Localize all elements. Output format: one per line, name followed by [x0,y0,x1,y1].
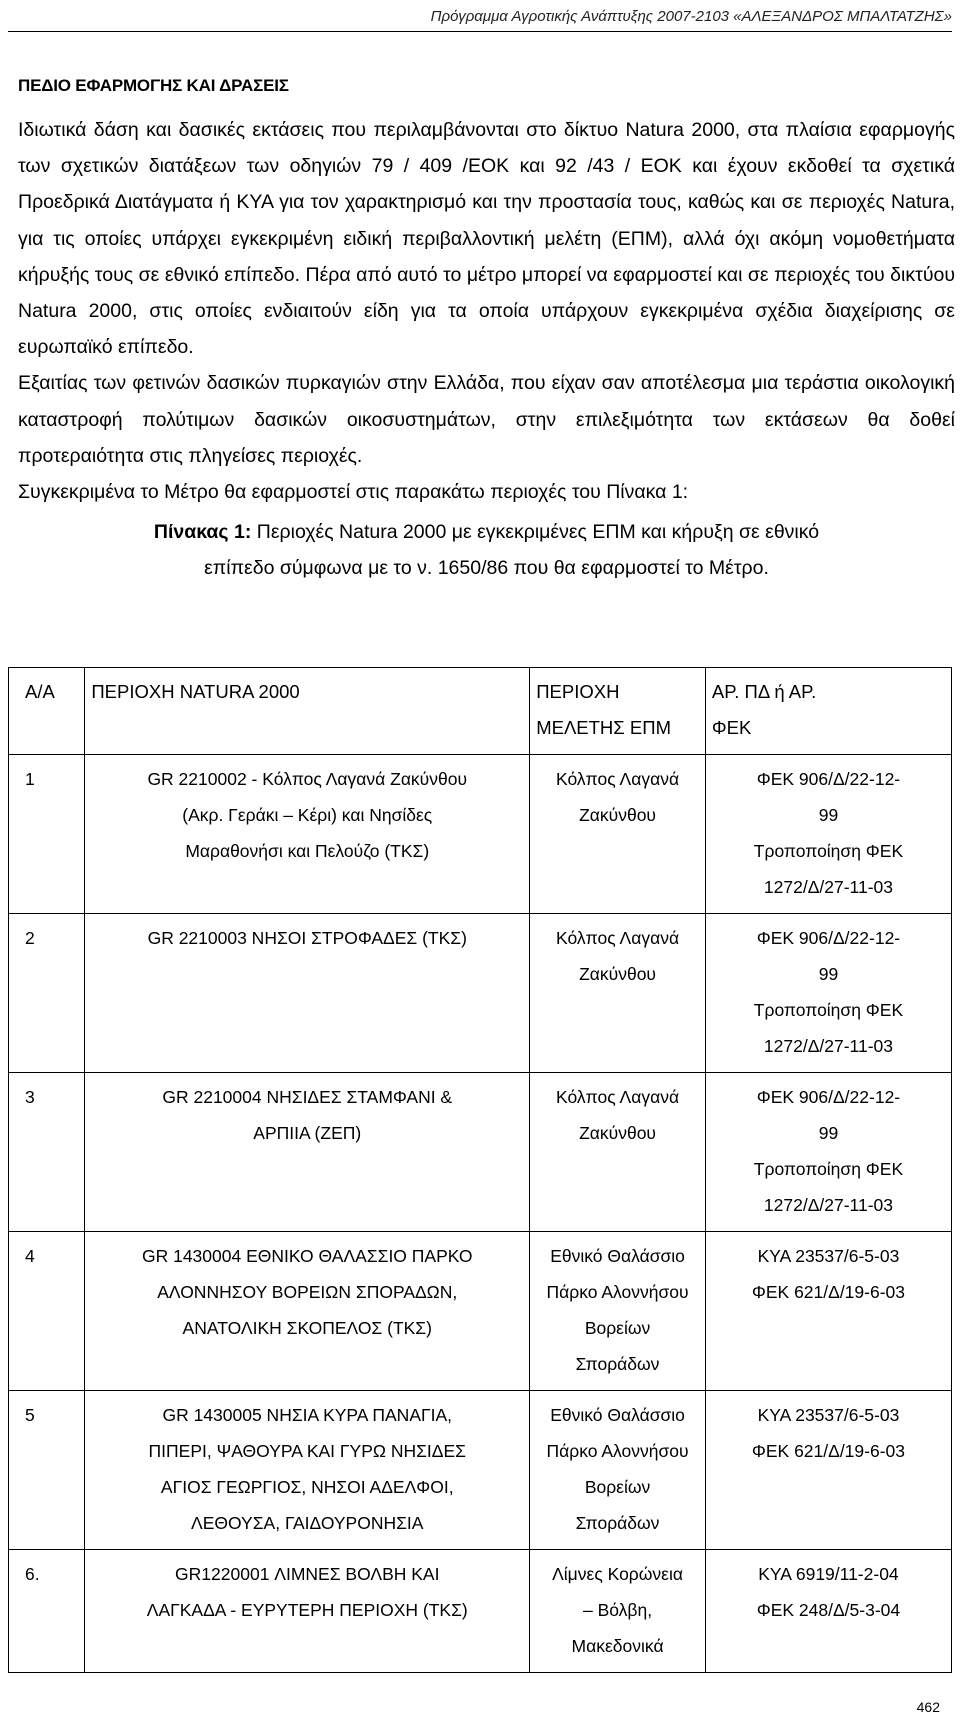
running-header: Πρόγραμμα Αγροτικής Ανάπτυξης 2007-2103 «ΑΛΕΞΑΝΔΡΟΣ ΜΠΑΛΤΑΤΖΗΣ» [430,8,952,25]
cell-region-line: ΑΝΑΤΟΛΙΚΗ ΣΚΟΠΕΛΟΣ (ΤΚΣ) [182,1318,432,1338]
cell-region-line: GR 2210002 - Κόλπος Λαγανά Ζακύνθου [147,769,468,789]
table-row [9,1391,952,1550]
cell-region-line: GR1220001 ΛΙΜΝΕΣ ΒΟΛΒΗ ΚΑΙ [175,1564,440,1584]
cell-region-line: ΛΑΓΚΑΔΑ - ΕΥΡΥΤΕΡΗ ΠΕΡΙΟΧΗ (ΤΚΣ) [146,1600,468,1620]
cell-decree-line: 99 [818,1123,839,1143]
cell-study-area-line: Βορείων [584,1477,651,1497]
cell-region-line: ΠΙΠΕΡΙ, ΨΑΘΟΥΡΑ ΚΑΙ ΓΥΡΩ ΝΗΣΙΔΕΣ [148,1441,466,1461]
cell-decree [705,755,951,914]
cell-region [85,1232,530,1391]
cell-decree-line: ΦΕΚ 906/Δ/22-12- [756,769,901,789]
table-row [9,1232,952,1391]
header-study-line: ΠΕΡΙΟΧΗ [536,681,620,702]
cell-study-area [530,755,706,914]
cell-region [85,1391,530,1550]
table-row [9,914,952,1073]
header-study-line: ΜΕΛΕΤΗΣ ΕΠΜ [536,717,671,738]
cell-aa: 4 [9,1232,85,1391]
cell-study-area [530,1073,706,1232]
cell-region-line: GR 1430004 ΕΘΝΙΚΟ ΘΑΛΑΣΣΙΟ ΠΑΡΚΟ [141,1246,473,1266]
cell-study-area-line: Πάρκο Αλοννήσου [546,1282,689,1302]
table-row [9,755,952,914]
header-region: ΠΕΡΙΟΧΗ NATURA 2000 [85,668,530,755]
cell-decree-line: Τροποποίηση ΦΕΚ [753,1159,904,1179]
cell-region-line: GR 2210003 ΝΗΣΟΙ ΣΤΡΟΦΑΔΕΣ (ΤΚΣ) [147,928,467,948]
table-row [9,1073,952,1232]
header-rule [8,31,952,32]
paragraph-areas-intro: Συγκεκριμένα το Μέτρο θα εφαρμοστεί στις παρακάτω περιοχές του Πίνακα 1: [18,481,689,504]
section-title: ΠΕΔΙΟ ΕΦΑΡΜΟΓΗΣ ΚΑΙ ΔΡΑΣΕΙΣ [18,76,289,95]
cell-decree-line: Τροποποίηση ΦΕΚ [753,841,904,861]
page-number: 462 [916,1699,940,1715]
table-row [9,1550,952,1673]
cell-region-line: GR 2210004 ΝΗΣΙΔΕΣ ΣΤΑΜΦΑΝΙ & [162,1087,453,1107]
table-caption-line2: επίπεδο σύμφωνα με το ν. 1650/86 που θα εφαρμοστεί το Μέτρο. [204,557,769,580]
cell-decree-line: ΦΕΚ 906/Δ/22-12- [756,1087,901,1107]
cell-study-area-line: Ζακύνθου [579,805,657,825]
table-caption-label: Πίνακας 1: [153,521,252,544]
cell-study-area-line: Κόλπος Λαγανά [556,928,680,948]
cell-study-area-line: Εθνικό Θαλάσσιο [550,1246,685,1266]
cell-study-area-line: Κόλπος Λαγανά [556,769,680,789]
cell-study-area-line: Πάρκο Αλοννήσου [546,1441,689,1461]
cell-decree-line: ΦΕΚ 621/Δ/19-6-03 [751,1282,906,1302]
cell-region [85,1550,530,1673]
cell-region-line: ΑΡΠΙΙΑ (ΖΕΠ) [253,1123,362,1143]
paragraph-fires: Εξαιτίας των φετινών δασικών πυρκαγιών στην Ελλάδα, που είχαν σαν αποτέλεσμα μια τεράστια οικολογική καταστροφή πολύτιμων δασικών οικοσυστημάτων, στην επιλεξιμότητα των εκτάσεων θα δοθεί προτεραιότητα στις πληγείσες περιοχές. [18,372,955,467]
cell-study-area [530,914,706,1073]
cell-decree-line: Τροποποίηση ΦΕΚ [753,1000,904,1020]
cell-aa: 5 [9,1391,85,1550]
cell-study-area-line: Εθνικό Θαλάσσιο [550,1405,685,1425]
cell-decree-line: ΚΥΑ 6919/11-2-04 [758,1564,899,1584]
cell-study-area-line: Ζακύνθου [579,964,657,984]
table-caption [18,514,955,586]
cell-decree [705,1391,951,1550]
cell-study-area-line: Λίμνες Κορώνεια [552,1564,683,1584]
cell-region-line: ΑΛΟΝΝΗΣΟΥ ΒΟΡΕΙΩΝ ΣΠΟΡΑΔΩΝ, [157,1282,458,1302]
cell-region [85,1073,530,1232]
cell-region [85,914,530,1073]
cell-decree-line: ΦΕΚ 248/Δ/5-3-04 [756,1600,901,1620]
header-aa: Α/Α [9,668,85,755]
cell-study-area-line: Σποράδων [575,1513,660,1533]
cell-study-area [530,1391,706,1550]
cell-aa: 1 [9,755,85,914]
cell-study-area [530,1550,706,1673]
cell-decree [705,1232,951,1391]
cell-study-area-line: Ζακύνθου [579,1123,657,1143]
cell-decree-line: ΦΕΚ 621/Δ/19-6-03 [751,1441,906,1461]
cell-decree-line: 1272/Δ/27-11-03 [763,877,894,897]
cell-decree [705,1550,951,1673]
table-body [9,755,952,1673]
cell-decree-line: 1272/Δ/27-11-03 [763,1195,894,1215]
cell-study-area-line: – Βόλβη, [583,1600,653,1620]
table-caption-text1: Περιοχές Natura 2000 με εγκεκριμένες ΕΠΜ και κήρυξη σε εθνικό [251,521,820,544]
cell-study-area-line: Μακεδονικά [571,1636,664,1656]
paragraph-scope: Ιδιωτικά δάση και δασικές εκτάσεις που περιλαμβάνονται στο δίκτυο Natura 2000, στα πλαίσια εφαρμογής των σχετικών διατάξεων των οδηγιών 79 / 409 /ΕΟΚ και 92 /43 / ΕΟΚ και έχουν εκδοθεί τα σχετικά Προεδρικά Διατάγματα ή ΚΥΑ για τον χαρακτηρισμό και την προστασία τους, καθώς και σε περιοχές Natura, για τις οποίες υπάρχει εγκεκριμένη ειδική περιβαλλοντική μελέτη (ΕΠΜ), αλλά όχι ακόμη νομοθετήματα κήρυξής τους σε εθνικό επίπεδο. Πέρα από αυτό το μέτρο μπορεί να εφαρμοστεί και σε περιοχές του δικτύου Natura 2000, στις οποίες ενδιαιτούν είδη για τα οποία υπάρχουν εγκεκριμένα σχέδια διαχείρισης σε ευρωπαϊκό επίπεδο. [18,119,955,359]
cell-decree-line: 99 [818,964,839,984]
cell-decree [705,914,951,1073]
cell-decree-line: 99 [818,805,839,825]
cell-decree-line: ΚΥΑ 23537/6-5-03 [757,1246,900,1266]
cell-region-line: (Ακρ. Γεράκι – Κέρι) και Νησίδες [182,805,433,825]
content-area [18,76,955,586]
header-study-area [530,668,706,755]
cell-region-line: ΑΓΙΟΣ ΓΕΩΡΓΙΟΣ, ΝΗΣΟΙ ΑΔΕΛΦΟΙ, [160,1477,454,1497]
natura-regions-table [8,667,952,1673]
cell-region-line: Μαραθονήσι και Πελούζο (ΤΚΣ) [185,841,430,861]
cell-study-area-line: Βορείων [584,1318,651,1338]
header-decree [705,668,951,755]
cell-aa: 6. [9,1550,85,1673]
cell-aa: 3 [9,1073,85,1232]
cell-region-line: GR 1430005 ΝΗΣΙΑ ΚΥΡΑ ΠΑΝΑΓΙΑ, [162,1405,453,1425]
header-decree-line: ΦΕΚ [711,717,752,738]
header-decree-line: ΑΡ. ΠΔ ή ΑΡ. [711,681,817,702]
cell-decree-line: 1272/Δ/27-11-03 [763,1036,894,1056]
cell-region-line: ΛΕΘΟΥΣΑ, ΓΑΙΔΟΥΡΟΝΗΣΙΑ [191,1513,424,1533]
cell-study-area-line: Σποράδων [575,1354,660,1374]
cell-study-area [530,1232,706,1391]
table-header-row [9,668,952,755]
cell-aa: 2 [9,914,85,1073]
table-caption-line1 [18,514,955,550]
cell-decree-line: ΚΥΑ 23537/6-5-03 [757,1405,900,1425]
cell-study-area-line: Κόλπος Λαγανά [556,1087,680,1107]
cell-decree [705,1073,951,1232]
cell-region [85,755,530,914]
cell-decree-line: ΦΕΚ 906/Δ/22-12- [756,928,901,948]
